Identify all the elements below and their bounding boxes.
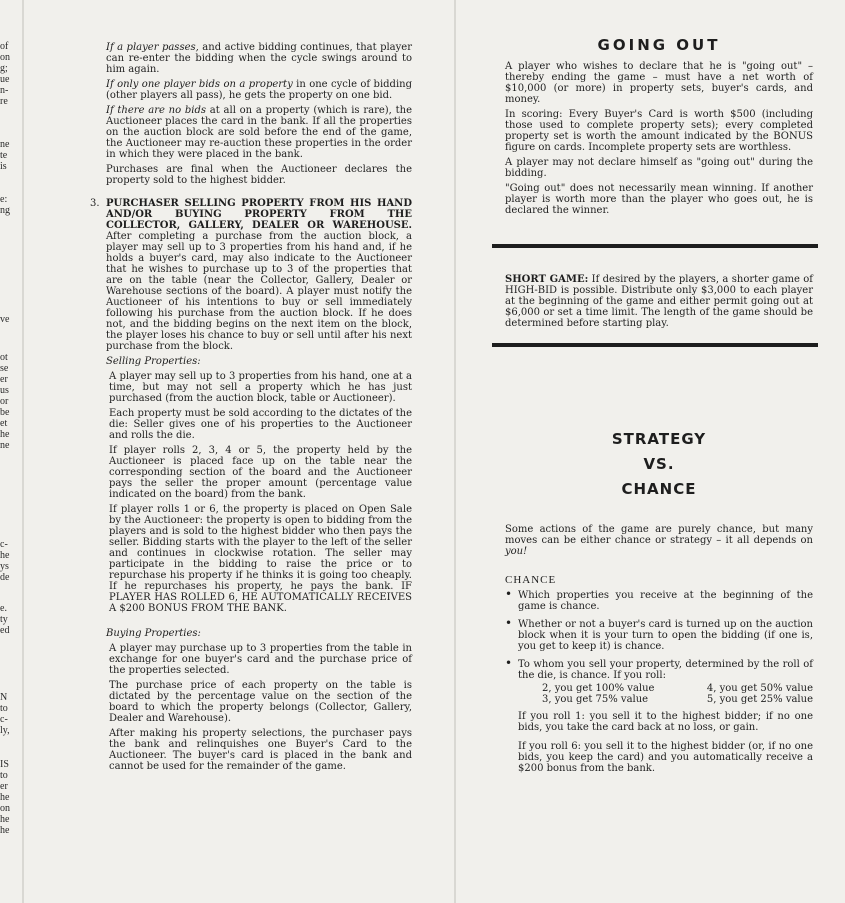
edge-fragment: to [0,770,8,781]
edge-fragment: n- [0,85,9,96]
section-3 [90,198,412,352]
chance-heading: CHANCE [505,574,557,586]
roll-1-rule: If you roll 1: you sell it to the highest bidder; if no one bids, you take the card back at no loss, or gain. [518,711,813,733]
going-out-p3: A player may not declare himself as "going out" during the bidding. [505,157,813,179]
selling-p3: If player rolls 2, 3, 4 or 5, the property held by the Auctioneer is placed face up on the table near the corresponding section of the board and the Auctioneer pays the seller the proper amount (percentage value indicated on the board) from the bank. [109,445,412,500]
edge-fragment: or [0,396,9,407]
roll-6-rule: If you roll 6: you sell it to the highest bidder (or, if no one bids, you keep the card) and you automatically receive a $200 bonus from the bank. [518,741,813,774]
strategy-intro-text: Some actions of the game are purely chance, but many moves can be either chance or strategy – it all depends on you! [505,524,813,557]
selling-heading: Selling Properties: [106,356,201,367]
edge-fragment: re [0,96,8,107]
edge-fragment: on [0,803,10,814]
section-3-heading: PURCHASER SELLING PROPERTY FROM HIS HAND AND/OR BUYING PROPERTY FROM THE COLLECTOR, GALLERY, DEALER OR WAREHOUSE. [106,198,412,231]
edge-fragment: c- [0,539,8,550]
buying-p3: After making his property selections, the purchaser pays the bank and relinquishes one Buyer's Card to the Auctioneer. The buyer's card is placed in the bank and cannot be used for the remainder of the game. [109,728,412,772]
chance-item: • Whether or not a buyer's card is turned up on the auction block when it is your turn to open the bidding (if one is, you get to keep it) is chance. [505,619,813,652]
center-fold-line [454,0,456,903]
going-out-p4: "Going out" does not necessarily mean winning. If another player is worth more than the player who goes out, he is declared the winner. [505,183,813,216]
edge-fragment: c- [0,714,8,725]
rule-no-bids-text: at all on a property (which is rare), the Auctioneer places the card in the bank. If all the properties on the auction block are sold before the end of the game, the Auctioneer may re-auction these properties in the order in which they were placed in the bank. [106,105,412,160]
roll-values [518,683,813,705]
chance-item [505,659,813,774]
edge-fragment: g; [0,63,8,74]
selling-p2: Each property must be sold according to the dictates of the die: Seller gives one of his properties to the Auctioneer and rolls the die. [109,408,412,441]
rule-purchases-final: Purchases are final when the Auctioneer declares the property sold to the highest bidder. [106,164,412,186]
buying-p2: The purchase price of each property on the table is dictated by the percentage value on the section of the board to which the property belongs (Collector, Gallery, Dealer and Warehouse). [109,680,412,724]
roll-value: 4, you get 50% value [706,683,813,694]
edge-fragment: he [0,814,10,825]
edge-fragment: he [0,792,10,803]
edge-fragment: ne [0,139,10,150]
edge-fragment: e: [0,194,8,205]
edge-fragment: te [0,150,8,161]
edge-fragment: et [0,418,8,429]
edge-fragment: ed [0,625,10,636]
edge-fragment: ue [0,74,10,85]
edge-fragment: ly, [0,725,10,736]
edge-fragment: is [0,161,7,172]
edge-fragment: on [0,52,10,63]
section-3-number: 3. [90,198,100,209]
going-out-title: GOING OUT [597,36,721,54]
divider-top [492,244,818,248]
section-3-body: After completing a purchase from the auction block, a player may sell up to 3 properties from his hand and, if he holds a buyer's card, may also indicate to the Auctioneer that he wishes to purchase up to 3 of the properties that are on the table (near the Collector, Gallery, Dealer or Warehouse sections of the board). A player must notify the Auctioneer of his intentions to buy or sell immediately following his purchase from the auction block. If he does not, and the bidding begins on the next item on the block, the player loses his chance to buy or sell until after his next purchase from the block. [106,231,412,352]
edge-fragment: IS [0,759,9,770]
roll-value: 3, you get 75% value [542,694,649,705]
selling-p4: If player rolls 1 or 6, the property is placed on Open Sale by the Auctioneer: the property is open to bidding from the players and is sold to the highest bidder who then pays the seller. Bidding starts with the player to the left of the seller and continues in clockwise rotation. The seller may participate in the bidding to raise the price or to repurchase his property if he thinks it is going too cheaply. If he repurchases his property, he pays the bank. IF PLAYER HAS ROLLED 6, HE AUTOMATICALLY RECEIVES A $200 BONUS FROM THE BANK. [109,504,412,614]
strategy-title-l1: STRATEGY [611,430,707,448]
rule-passes-text: and active bidding continues, that player can re-enter the bidding when the cycle swings around to him again. [106,42,412,75]
left-fold-line [22,0,24,903]
going-out-p2: In scoring: Every Buyer's Card is worth $500 (including those used to complete property sets); every completed property set is worth the amount indicated by the BONUS figure on cards. Incomplete property sets are worthless. [505,109,813,153]
edge-fragment: be [0,407,10,418]
middle-column [90,42,412,776]
buying-heading: Buying Properties: [106,628,201,639]
strategy-title [505,427,813,502]
edge-fragment: he [0,825,10,836]
edge-fragment: er [0,374,8,385]
short-game-label: SHORT GAME: [505,274,589,285]
edge-fragment: ot [0,352,8,363]
edge-fragment: ng [0,205,10,216]
edge-fragment: N [0,692,8,703]
chance-list [505,590,813,774]
short-game [505,274,813,329]
edge-fragment: ne [0,440,10,451]
rule-one-bid: If only one player bids on a property in one cycle of bidding (other players all pass), he gets the property on one bid. [106,79,412,101]
edge-fragment: ty [0,614,8,625]
left-edge-text [0,0,16,903]
strategy-intro [505,524,813,557]
rule-no-bids: If there are no bids at all on a property (which is rare), the Auctioneer places the card in the bank. If all the properties on the auction block are sold before the end of the game, the Auctioneer may re-auction these properties in the order in which they were placed in the bank. [106,105,412,160]
edge-fragment: he [0,429,10,440]
edge-fragment: of [0,41,9,52]
edge-fragment: us [0,385,9,396]
edge-fragment: se [0,363,9,374]
edge-fragment: ve [0,314,10,325]
divider-bottom [492,343,818,347]
roll-value: 2, you get 100% value [542,683,655,694]
strategy-title-l2: VS. [643,455,675,473]
chance-item-text: To whom you sell your property, determined by the roll of the die, is chance. If you roll: [518,659,813,681]
edge-fragment: to [0,703,8,714]
edge-fragment: he [0,550,10,561]
strategy-title-l3: CHANCE [621,480,697,498]
right-column [505,36,814,781]
short-game-text: If desired by the players, a shorter game of HIGH-BID is possible. Distribute only $3,000 to each player at the beginning of the game and either permit going out at $6,000 or set a time limit. The length of the game should be determined before starting play. [505,274,814,329]
edge-fragment: ys [0,561,9,572]
going-out-p1: A player who wishes to declare that he is "going out" – thereby ending the game – must have a net worth of $10,000 (or more) in property sets, buyer's cards, and money. [505,61,813,105]
roll-value: 5, you get 25% value [706,694,813,705]
rule-one-bid-text: in one cycle of bidding (other players all pass), he gets the property on one bid. [106,79,412,101]
edge-fragment: er [0,781,8,792]
edge-fragment: de [0,572,10,583]
rule-passes: If a player passes, and active bidding continues, that player can re-enter the bidding when the cycle swings around to him again. [106,42,412,75]
chance-item: • Which properties you receive at the beginning of the game is chance. [505,590,813,612]
selling-p1: A player may sell up to 3 properties from his hand, one at a time, but may not sell a property which he has just purchased (from the auction block, table or Auctioneer). [109,371,412,404]
emphasis-you: you! [505,546,528,557]
edge-fragment: e. [0,603,7,614]
buying-p1: A player may purchase up to 3 properties from the table in exchange for one buyer's card and the purchase price of the properties selected. [109,643,412,676]
